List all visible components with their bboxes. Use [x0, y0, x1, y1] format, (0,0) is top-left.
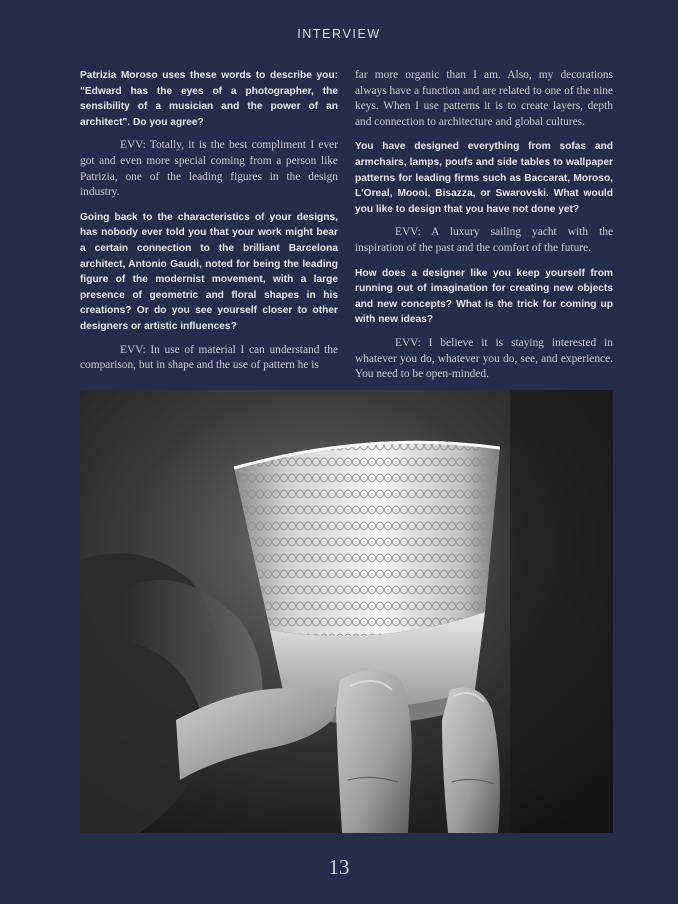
right-column	[355, 68, 613, 392]
answer-text: EVV: A luxury sailing yacht with the inspiration of the past and the comfort of the future.	[355, 226, 613, 254]
left-column	[80, 68, 338, 383]
answer-text: EVV: I believe it is staying interested in whatever you do, whatever you do, see, and experience. You need to be open-minded.	[355, 336, 613, 381]
section-header: INTERVIEW	[297, 27, 381, 41]
page-number: 13	[328, 855, 350, 879]
question-text: Going back to the characteristics of your designs, has nobody ever told you that your work might bear a certain connection to the brilliant Barcelona architect, Antonio Gaudi, noted for being the leading figure of the modernist movement, with a large presence of geometric and floral shapes in his creations? Or do you see yourself closer to other designers or artistic influences?	[80, 211, 338, 332]
question-text: How does a designer like you keep yourself from running out of imagination for creating new objects and new concepts? What is the trick for coming up with new ideas?	[355, 267, 613, 326]
answer-text: EVV: Totally, it is the best compliment I ever got and even more special coming from a person like Patrizia, one of the leading figures in the design industry.	[80, 139, 338, 199]
cup-photo	[80, 390, 613, 833]
question-text: You have designed everything from sofas and armchairs, lamps, poufs and side tables to wallpaper patterns for leading firms such as Baccarat, Moroso, L'Oreal, Moooi, Bisazza, or Swarovski. What would you like to design that you have not done yet?	[355, 141, 613, 215]
answer-text: far more organic than I am. Also, my decorations always have a function and are related to one of the nine keys. When I use patterns it is to create layers, depth and connection to architecture and global cultures.	[355, 69, 613, 128]
question-text: Patrizia Moroso uses these words to describe you: "Edward has the eyes of a photographer, the sensibility of a musician and the power of an architect". Do you agree?	[80, 70, 338, 128]
answer-text: EVV: In use of material I can understand the comparison, but in shape and the use of pattern he is	[80, 343, 338, 372]
